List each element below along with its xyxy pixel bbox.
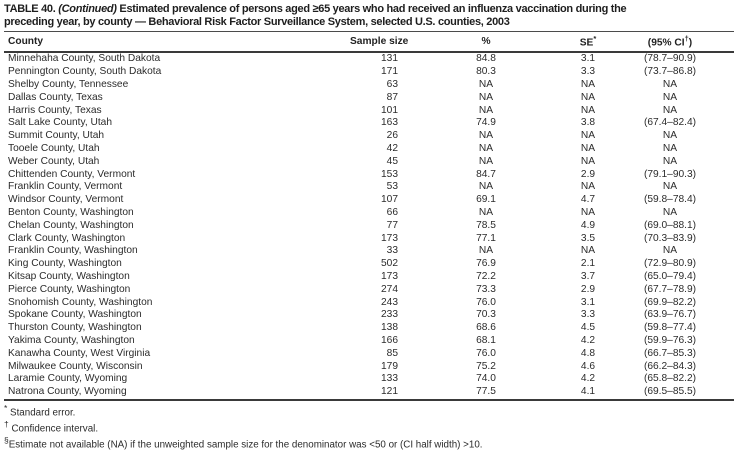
cell-percent: 74.0 — [476, 373, 496, 385]
footnote-marker: § — [4, 435, 9, 446]
cell-percent: NA — [478, 142, 494, 154]
cell-ci: (73.7–86.8) — [643, 66, 697, 78]
table-header — [4, 32, 734, 53]
cell-se: NA — [580, 245, 596, 257]
se-label: SE — [579, 37, 594, 49]
cell-sample-size: 173 — [381, 232, 398, 244]
cell-sample-size: 45 — [386, 155, 398, 167]
table-number: TABLE 40. — [4, 3, 59, 15]
cell-ci: (69.5–85.5) — [643, 386, 697, 398]
cell-percent: 72.2 — [476, 270, 496, 282]
cell-se: 3.8 — [580, 117, 596, 129]
cell-county: Minnehaha County, South Dakota — [8, 53, 161, 65]
cell-county: Spokane County, Washington — [8, 309, 142, 321]
cell-percent: NA — [478, 245, 494, 257]
cell-percent: 84.7 — [476, 168, 496, 180]
se-footnote-marker: * — [593, 34, 597, 43]
header-row — [4, 32, 734, 53]
cell-ci: (69.0–88.1) — [643, 219, 697, 231]
cell-ci: (70.3–83.9) — [643, 232, 697, 244]
cell-se: NA — [580, 155, 596, 167]
cell-ci: (65.8–82.2) — [643, 373, 697, 385]
cell-county: Benton County, Washington — [8, 206, 134, 218]
cell-county: Pennington County, South Dakota — [8, 66, 162, 78]
cell-ci: NA — [662, 91, 678, 103]
table-row — [4, 207, 734, 220]
cell-se: 4.7 — [580, 194, 596, 206]
cell-percent: 76.9 — [476, 258, 496, 270]
cell-percent: NA — [478, 104, 494, 116]
cell-sample-size: 77 — [386, 219, 398, 231]
cell-county: Dallas County, Texas — [8, 91, 103, 103]
footnote-estimate-not-available — [4, 435, 734, 451]
cell-se: 2.1 — [580, 258, 596, 270]
cell-sample-size: 63 — [386, 78, 398, 90]
cell-se: 3.7 — [580, 270, 596, 282]
column-header-ci — [606, 32, 734, 53]
cell-sample-size: 166 — [381, 334, 398, 346]
cell-sample-size: 173 — [381, 270, 398, 282]
cell-se: 3.1 — [580, 53, 596, 65]
cell-ci: (59.9–76.3) — [643, 334, 697, 346]
cell-percent: 70.3 — [476, 309, 496, 321]
table-row — [4, 181, 734, 194]
cell-county: Kanawha County, West Virginia — [8, 347, 151, 359]
cell-sample-size: 33 — [386, 245, 398, 257]
cell-ci: (72.9–80.9) — [643, 258, 697, 270]
cell-county: King County, Washington — [8, 258, 122, 270]
cell-se: 4.5 — [580, 322, 596, 334]
cell-percent: 76.0 — [476, 296, 496, 308]
cell-percent: 68.6 — [476, 322, 496, 334]
cell-ci: NA — [662, 155, 678, 167]
cell-sample-size: 179 — [381, 360, 398, 372]
table-title — [4, 3, 734, 29]
table-row — [4, 105, 734, 118]
cell-percent: 76.0 — [476, 347, 496, 359]
cell-se: 3.5 — [580, 232, 596, 244]
cell-percent: NA — [478, 130, 494, 142]
cell-sample-size: 233 — [381, 309, 398, 321]
cell-sample-size: 163 — [381, 117, 398, 129]
ci-label: (95% CI — [647, 37, 685, 49]
cell-ci: NA — [662, 142, 678, 154]
cell-ci: (67.4–82.4) — [643, 117, 697, 129]
ci-footnote-marker: † — [684, 34, 689, 43]
cell-sample-size: 85 — [386, 347, 398, 359]
cell-percent: 77.5 — [476, 386, 496, 398]
cell-sample-size: 101 — [381, 104, 398, 116]
footnote-confidence-interval — [4, 419, 734, 435]
cell-percent: 77.1 — [476, 232, 496, 244]
table-row — [4, 194, 734, 207]
cell-percent: 73.3 — [476, 283, 496, 295]
footnote-text: Confidence interval. — [11, 423, 99, 435]
cell-percent: NA — [478, 181, 494, 193]
table-row — [4, 309, 734, 322]
cell-county: Natrona County, Wyoming — [8, 386, 127, 398]
table-row — [4, 335, 734, 348]
cell-se: 4.9 — [580, 219, 596, 231]
cell-ci: NA — [662, 130, 678, 142]
cell-county: Harris County, Texas — [8, 104, 102, 116]
cell-percent: 74.9 — [476, 117, 496, 129]
table-row — [4, 92, 734, 105]
cell-percent: 78.5 — [476, 219, 496, 231]
column-header-se — [570, 32, 606, 53]
table-row — [4, 386, 734, 400]
cell-county: Summit County, Utah — [8, 130, 105, 142]
cell-ci: (63.9–76.7) — [643, 309, 697, 321]
cell-se: 4.2 — [580, 334, 596, 346]
cell-county: Franklin County, Washington — [8, 245, 138, 257]
table-title-text: Estimated prevalence of persons aged ≥65 years who had received an influenza vaccination during the — [116, 3, 627, 15]
column-header-percent: % — [402, 32, 570, 53]
cell-county: Milwaukee County, Wisconsin — [8, 360, 143, 372]
cell-sample-size: 121 — [381, 386, 398, 398]
cell-county: Chelan County, Washington — [8, 219, 134, 231]
cell-county: Snohomish County, Washington — [8, 296, 153, 308]
cell-se: 3.3 — [580, 66, 596, 78]
table-row — [4, 143, 734, 156]
table-title-line-2: preceding year, by county — Behavioral Risk Factor Surveillance System, selected U.S. counties, 2003 — [4, 16, 510, 28]
column-header-sample-size: Sample size — [350, 32, 402, 53]
cell-ci: NA — [662, 245, 678, 257]
cell-percent: 84.8 — [476, 53, 496, 65]
cell-county: Franklin County, Vermont — [8, 181, 123, 193]
cell-sample-size: 42 — [386, 142, 398, 154]
cell-county: Salt Lake County, Utah — [8, 117, 113, 129]
cell-sample-size: 171 — [381, 66, 398, 78]
cell-sample-size: 274 — [381, 283, 398, 295]
table-row — [4, 284, 734, 297]
cell-se: NA — [580, 78, 596, 90]
cell-percent: NA — [478, 78, 494, 90]
cell-ci: (59.8–78.4) — [643, 194, 697, 206]
table-row — [4, 220, 734, 233]
column-header-county: County — [4, 32, 350, 53]
cell-county: Shelby County, Tennessee — [8, 78, 129, 90]
cell-ci: (65.0–79.4) — [643, 270, 697, 282]
cell-se: NA — [580, 104, 596, 116]
cell-se: NA — [580, 91, 596, 103]
cell-se: 4.6 — [580, 360, 596, 372]
cell-county: Yakima County, Washington — [8, 334, 135, 346]
cell-county: Weber County, Utah — [8, 155, 100, 167]
table-row — [4, 373, 734, 386]
table-row — [4, 156, 734, 169]
prevalence-table — [4, 31, 734, 401]
table-row — [4, 348, 734, 361]
table-body — [4, 52, 734, 400]
cell-percent: NA — [478, 206, 494, 218]
cell-ci: (78.7–90.9) — [643, 53, 697, 65]
cell-sample-size: 153 — [381, 168, 398, 180]
table-row — [4, 52, 734, 66]
cell-sample-size: 138 — [381, 322, 398, 334]
cell-se: NA — [580, 181, 596, 193]
cell-percent: 75.2 — [476, 360, 496, 372]
footnote-text: Estimate not available (NA) if the unweighted sample size for the denominator was <50 or (CI half width) >10. — [8, 439, 483, 451]
cell-sample-size: 107 — [381, 194, 398, 206]
cell-ci: NA — [662, 104, 678, 116]
cell-se: 4.2 — [580, 373, 596, 385]
cell-sample-size: 87 — [386, 91, 398, 103]
cell-se: 2.9 — [580, 168, 596, 180]
cell-sample-size: 131 — [381, 53, 398, 65]
cell-sample-size: 502 — [381, 258, 398, 270]
cell-ci: (79.1–90.3) — [643, 168, 697, 180]
cell-sample-size: 66 — [386, 206, 398, 218]
footnote-text: Standard error. — [10, 407, 76, 419]
cell-sample-size: 133 — [381, 373, 398, 385]
footnote-marker: * — [4, 402, 8, 413]
cell-se: 3.3 — [580, 309, 596, 321]
cell-se: 4.1 — [580, 386, 596, 398]
cell-county: Windsor County, Vermont — [8, 194, 124, 206]
cell-county: Thurston County, Washington — [8, 322, 142, 334]
footnote-standard-error — [4, 403, 734, 419]
cell-se: 2.9 — [580, 283, 596, 295]
cell-county: Clark County, Washington — [8, 232, 126, 244]
cell-percent: NA — [478, 91, 494, 103]
table-row — [4, 245, 734, 258]
continued-label: (Continued) — [58, 3, 117, 15]
table-row — [4, 233, 734, 246]
table-row — [4, 169, 734, 182]
cell-ci: (66.2–84.3) — [643, 360, 697, 372]
table-row — [4, 66, 734, 79]
cell-se: NA — [580, 142, 596, 154]
table-row — [4, 322, 734, 335]
table-title-line-1 — [4, 3, 734, 16]
cell-sample-size: 53 — [386, 181, 398, 193]
cell-ci: NA — [662, 206, 678, 218]
cell-county: Chittenden County, Vermont — [8, 168, 136, 180]
cell-percent: 68.1 — [476, 334, 496, 346]
cell-se: NA — [580, 130, 596, 142]
cell-county: Laramie County, Wyoming — [8, 373, 128, 385]
cell-ci: (59.8–77.4) — [643, 322, 697, 334]
table-row — [4, 117, 734, 130]
table-row — [4, 79, 734, 92]
cell-se: 3.1 — [580, 296, 596, 308]
cell-ci: NA — [662, 181, 678, 193]
cell-se: 4.8 — [580, 347, 596, 359]
table-row — [4, 361, 734, 374]
cell-ci: (66.7–85.3) — [643, 347, 697, 359]
cell-county: Tooele County, Utah — [8, 142, 100, 154]
table-row — [4, 258, 734, 271]
cell-percent: NA — [478, 155, 494, 167]
table-row — [4, 297, 734, 310]
cell-ci: NA — [662, 78, 678, 90]
cell-county: Pierce County, Washington — [8, 283, 131, 295]
table-row — [4, 271, 734, 284]
cell-percent: 69.1 — [476, 194, 496, 206]
cell-sample-size: 243 — [381, 296, 398, 308]
cell-county: Kitsap County, Washington — [8, 270, 130, 282]
cell-se: NA — [580, 206, 596, 218]
ci-label-close: ) — [688, 37, 693, 49]
table-row — [4, 130, 734, 143]
cell-sample-size: 26 — [386, 130, 398, 142]
cell-ci: (67.7–78.9) — [643, 283, 697, 295]
cell-ci: (69.9–82.2) — [643, 296, 697, 308]
cell-percent: 80.3 — [476, 66, 496, 78]
footnote-marker: † — [4, 419, 9, 430]
